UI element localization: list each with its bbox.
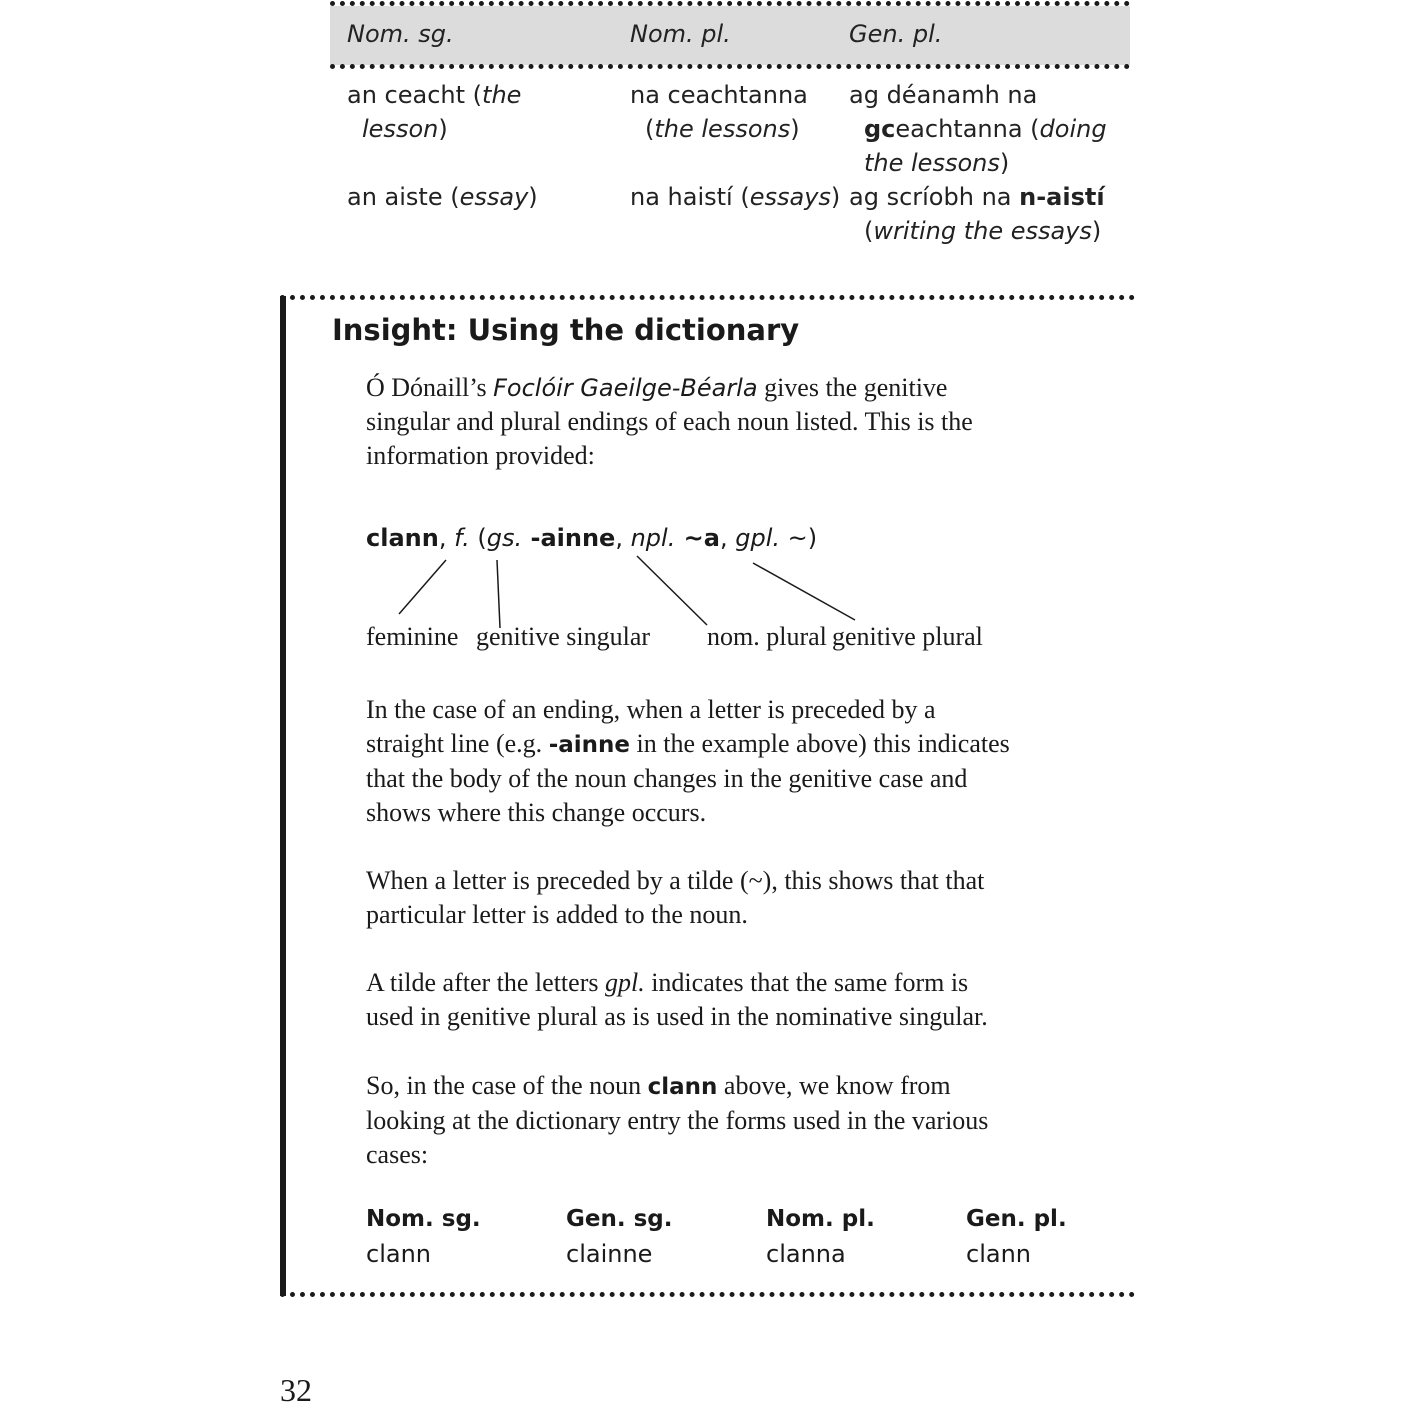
cases-header-nom-sg: Nom. sg. bbox=[366, 1206, 481, 1232]
page-number: 32 bbox=[280, 1372, 312, 1408]
cases-header-nom-pl: Nom. pl. bbox=[766, 1206, 875, 1232]
row2-nom-pl: na haistí (essays) bbox=[630, 183, 841, 211]
paragraph-tilde: When a letter is preceded by a tilde (~), this shows that that particular letter is added to the noun. bbox=[366, 866, 985, 929]
paragraph-gpl: A tilde after the letters gpl. indicates that the same form is used in genitive plural as is used in the nominative singular. bbox=[366, 968, 988, 1031]
cases-header-gen-pl: Gen. pl. bbox=[966, 1206, 1067, 1232]
cases-value-gen-sg: clainne bbox=[566, 1240, 653, 1268]
dictionary-entry: clann, f. (gs. -ainne, npl. ~a, gpl. ~) bbox=[366, 524, 818, 552]
cases-value-nom-sg: clann bbox=[366, 1240, 431, 1268]
row1-nom-pl: na ceachtanna (the lessons) bbox=[630, 81, 808, 143]
row1-nom-sg: an ceacht (the lesson) bbox=[347, 81, 522, 143]
pointer-line-nom-plural bbox=[637, 556, 707, 625]
insight-intro: Ó Dónaill’s Foclóir Gaeilge-Béarla gives the genitive singular and plural endings of each noun listed. This is the information provided: bbox=[366, 373, 973, 470]
label-feminine: feminine bbox=[366, 622, 459, 651]
header-gen-pl: Gen. pl. bbox=[849, 20, 943, 48]
cases-header-gen-sg: Gen. sg. bbox=[566, 1206, 673, 1232]
header-nom-pl: Nom. pl. bbox=[630, 20, 731, 48]
cases-value-nom-pl: clanna bbox=[766, 1240, 846, 1268]
insight-title: Insight: Using the dictionary bbox=[332, 313, 800, 347]
header-nom-sg: Nom. sg. bbox=[347, 20, 454, 48]
label-genitive-singular: genitive singular bbox=[476, 622, 651, 651]
row2-gen-pl: ag scríobh na n-aistí (writing the essays) bbox=[849, 183, 1105, 245]
pointer-line-feminine bbox=[399, 560, 446, 614]
pointer-line-genitive-plural bbox=[753, 563, 855, 620]
row2-nom-sg: an aiste (essay) bbox=[347, 183, 538, 211]
paragraph-ending: In the case of an ending, when a letter is preceded by a straight line (e.g. -ainne in the example above) this indicates that the body of the noun changes in the genitive case and shows where this change occurs. bbox=[366, 695, 1010, 827]
paragraph-so: So, in the case of the noun clann above, we know from looking at the dictionary entry the forms used in the various cases: bbox=[366, 1071, 989, 1169]
cases-value-gen-pl: clann bbox=[966, 1240, 1031, 1268]
row1-gen-pl: ag déanamh na gceachtanna (doing the lessons) bbox=[849, 81, 1107, 177]
pointer-line-genitive-singular bbox=[497, 560, 500, 628]
label-genitive-plural: genitive plural bbox=[832, 622, 983, 651]
label-nom-plural: nom. plural bbox=[707, 622, 827, 651]
